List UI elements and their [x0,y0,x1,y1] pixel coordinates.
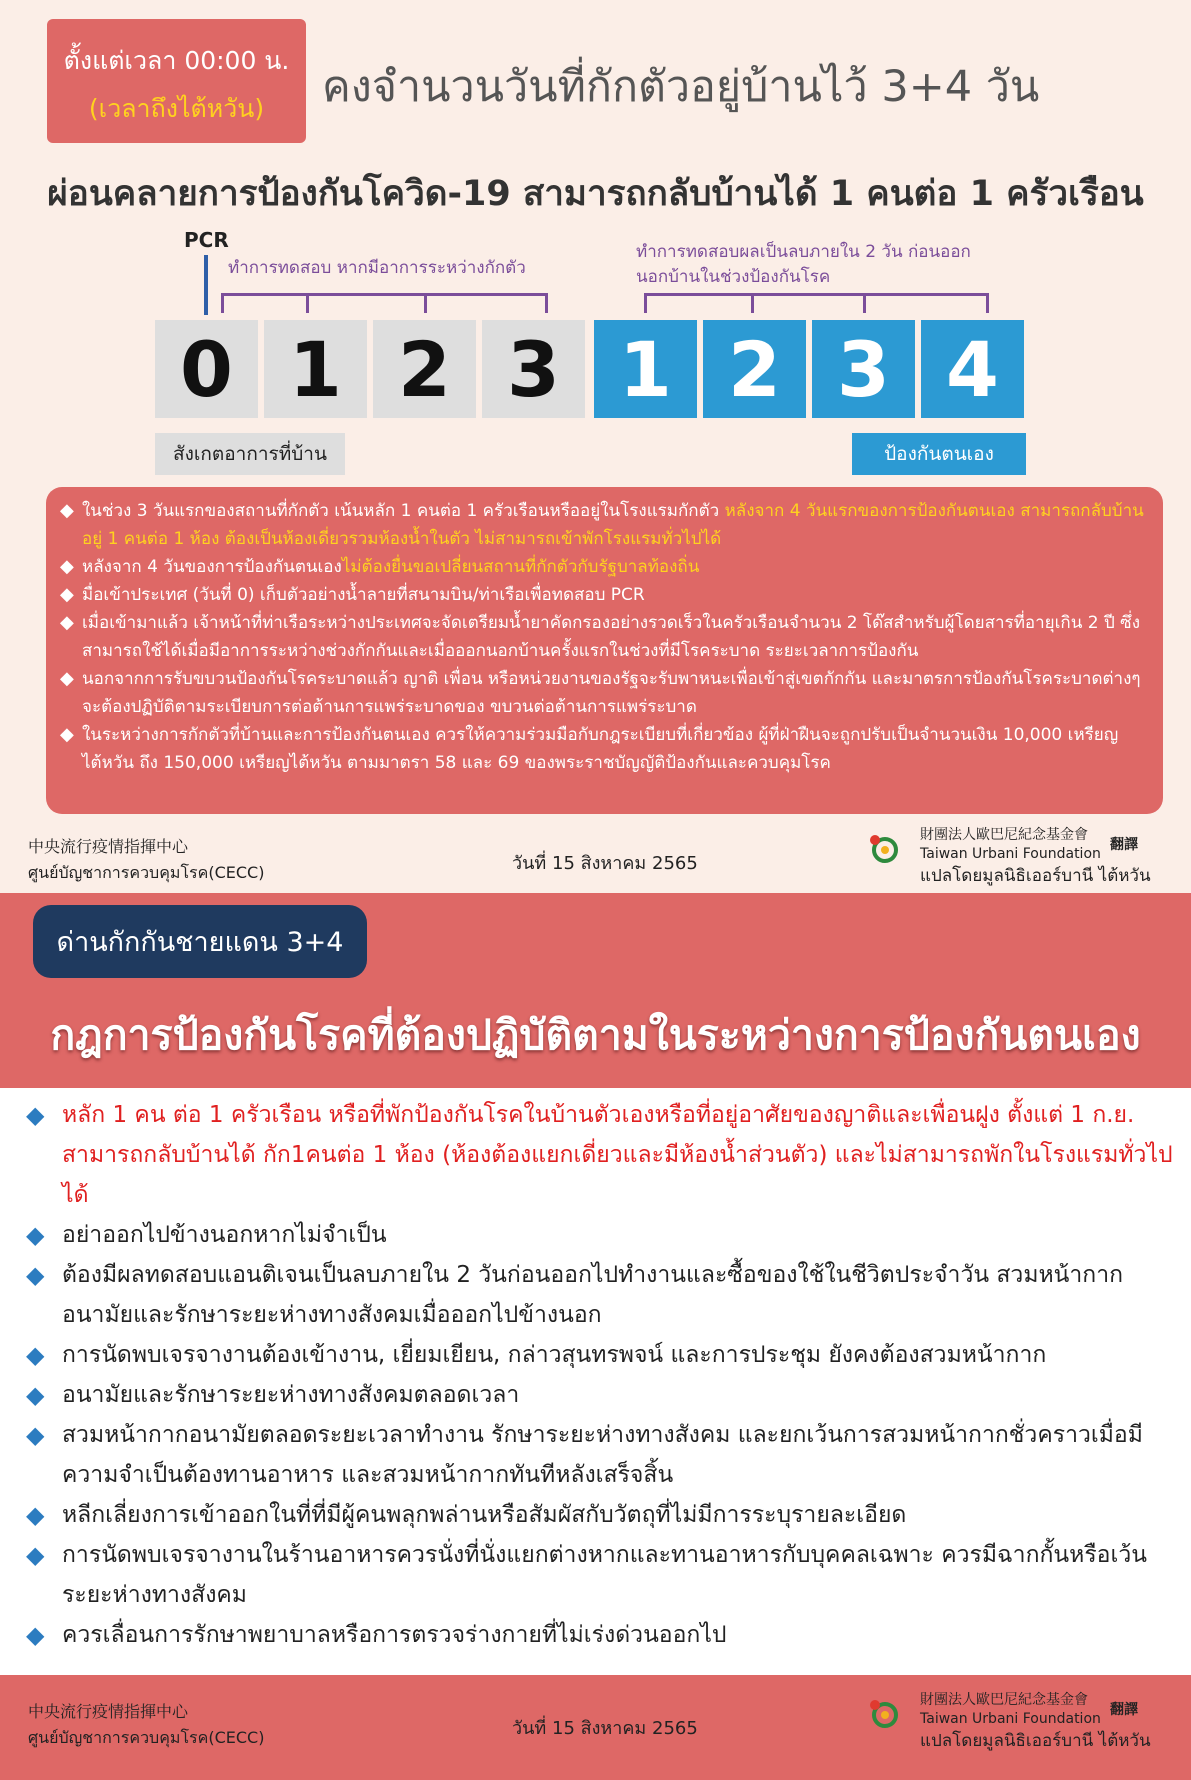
time-badge-line2: (เวลาถึงไต้หวัน) [88,94,265,123]
rule-text: หลัก 1 คน ต่อ 1 ครัวเรือน หรือที่พักป้องกันโรคในบ้านตัวเองหรือที่อยู่อาศัยของญาติและเพื่อนฝูง ตั้งแต่ 1 ก.ย. สามารถกลับบ้านได้ กัก1คนต่อ 1 ห้อง (ห้องต้องแยกเดี่ยวและมีห้องน้ำส่วนตัว) และไม่สามารถพักในโรงแรมทั่วไปได้ [62,1102,1173,1208]
info-item [60,721,1145,777]
day-box-quarantine-1: 1 [264,320,367,418]
diamond-bullet-icon: ◆ [60,724,74,745]
diamond-bullet-icon: ◆ [60,500,74,521]
info-item [60,497,1145,553]
info-highlight: ไม่ต้องยื่นขอเปลี่ยนสถานที่กักตัวกับรัฐบาลท้องถิ่น [341,557,700,577]
pcr-marker-line [204,255,208,315]
day-box-quarantine-2: 2 [373,320,476,418]
bracket-tick [751,293,754,313]
info-item [60,553,1145,581]
info-item [60,609,1145,665]
info-text: นอกจากการรับขบวนป้องกันโรคระบาดแล้ว ญาติ เพื่อน หรือหน่วยงานของรัฐจะรับพาหนะเพื่อเข้าสู่เขตกักกัน และมาตรการป้องกันโรคระบาดต่างๆ จะต้องปฏิบัติตามระเบียบการต่อต้านการแพร่ระบาดของ ขบวนต่อต้านการแพร่ระบาด [82,669,1141,717]
rule-item [24,1495,1184,1535]
info-text: มื่อเข้าประเทศ (วันที่ 0) เก็บตัวอย่างน้ำลายที่สนามบิน/ท่าเรือเพื่อทดสอบ PCR [82,585,645,605]
day-box-selfprotect-1: 1 [594,320,697,418]
info-item [60,665,1145,721]
urbani-foundation-logo-icon [866,1697,898,1729]
cecc-name-cn: 中央流行疫情指揮中心 [28,1702,189,1721]
day-box-selfprotect-4: 4 [921,320,1024,418]
cecc-name-th: ศูนย์บัญชาการควบคุมโรค(CECC) [28,863,265,882]
diamond-bullet-icon: ◆ [60,612,74,633]
info-text: เมื่อเข้ามาแล้ว เจ้าหน้าที่ท่าเรือระหว่างประเทศจะจัดเตรียมน้ำยาคัดกรองอย่างรวดเร็วในครัวเรือนจำนวน 2 โด๊สสำหรับผู้โดยสารที่อายุเกิน 2 ปี ซึ่งสามารถใช้ได้เมื่อมีอาการระหว่างช่วงกักกันและเมื่อออกนอกบ้านครั้งแรกในช่วงที่มีโรคระบาด ระยะเวลาการป้องกัน [82,613,1140,661]
translation-mark: 翻譯 [1110,837,1138,853]
rule-item [24,1535,1184,1615]
diamond-bullet-icon: ◆ [26,1341,45,1369]
diamond-bullet-icon: ◆ [60,668,74,689]
tag-self-protection: ป้องกันตนเอง [852,433,1026,475]
section-selfprotection-rules [0,893,1191,1780]
rule-text: หลีกเลี่ยงการเข้าออกในที่ที่มีผู้คนพลุกพล่านหรือสัมผัสกับวัตถุที่ไม่มีการระบุรายละเอียด [62,1502,907,1528]
bracket-tick [863,293,866,313]
diamond-bullet-icon: ◆ [26,1101,45,1129]
rule-item [24,1255,1184,1335]
subtitle: ผ่อนคลายการป้องกันโควิด-19 สามารถกลับบ้านได้ 1 คนต่อ 1 ครัวเรือน [47,174,1144,214]
diamond-bullet-icon: ◆ [60,556,74,577]
diamond-bullet-icon: ◆ [26,1221,45,1249]
org-translation-th: แปลโดยมูลนิธิเออร์บานี ไต้หวัน [920,866,1151,886]
org-name-en: Taiwan Urbani Foundation [920,846,1101,862]
rule-text: การนัดพบเจรจางานต้องเข้างาน, เยี่ยมเยียน, กล่าวสุนทรพจน์ และการประชุม ยังคงต้องสวมหน้ากาก [62,1342,1047,1368]
info-highlight: หลังจาก 4 วันแรกของการป้องกันตนเอง สามารถกลับบ้านอยู่ 1 คนต่อ 1 ห้อง ต้องเป็นห้องเดี่ยวรวมห้องน้ำในตัว ไม่สามารถเข้าพักโรงแรมทั่วไปได้ [82,501,1144,549]
diamond-bullet-icon: ◆ [26,1381,45,1409]
translation-mark: 翻譯 [1110,1702,1138,1718]
info-item [60,581,1145,609]
cecc-credit [28,1699,264,1751]
rule-text: อนามัยและรักษาระยะห่างทางสังคมตลอดเวลา [62,1382,520,1408]
rules-title: กฎการป้องกันโรคที่ต้องปฏิบัติตามในระหว่างการป้องกันตนเอง [50,1011,1141,1059]
rule-item [24,1615,1184,1655]
rule-item [24,1335,1184,1375]
rule-item [24,1095,1184,1215]
diamond-bullet-icon: ◆ [26,1541,45,1569]
time-badge [47,19,306,143]
diamond-bullet-icon: ◆ [26,1261,45,1289]
rules-header [0,893,1191,1088]
rules-list [24,1095,1184,1655]
issue-date: วันที่ 15 สิงหาคม 2565 [512,1718,698,1739]
time-badge-line1: ตั้งแต่เวลา 00:00 น. [63,46,290,75]
rule-item [24,1215,1184,1255]
note-selfprotect-line2: นอกบ้านในช่วงป้องกันโรค [636,267,831,287]
info-text: ในระหว่างการกักตัวที่บ้านและการป้องกันตนเอง ควรให้ความร่วมมือกับกฎระเบียบที่เกี่ยวข้อง ผู้ที่ฝ่าฝืนจะถูกปรับเป็นจำนวนเงิน 10,000 เหรียญไต้หวัน ถึง 150,000 เหรียญไต้หวัน ตามมาตรา 58 และ 69 ของพระราชบัญญัติป้องกันและควบคุมโรค [82,725,1119,773]
diamond-bullet-icon: ◆ [60,584,74,605]
rule-text: อย่าออกไปข้างนอกหากไม่จำเป็น [62,1222,387,1248]
info-text: หลังจาก 4 วันของการป้องกันตนเอง [82,557,342,577]
tag-home-observation: สังเกตอาการที่บ้าน [155,433,345,475]
cecc-name-th: ศูนย์บัญชาการควบคุมโรค(CECC) [28,1728,265,1747]
pcr-label: PCR [184,228,229,252]
bracket-selfprotect [644,293,989,313]
info-text: ในช่วง 3 วันแรกของสถานที่กักตัว เน้นหลัก 1 คนต่อ 1 ครัวเรือนหรืออยู่ในโรงแรมกักตัว [82,501,725,521]
note-selfprotect-line1: ทำการทดสอบผลเป็นลบภายใน 2 วัน ก่อนออก [636,242,971,262]
rules-footer-band [0,1675,1191,1780]
rule-item [24,1375,1184,1415]
bracket-tick [424,293,427,313]
issue-date: วันที่ 15 สิงหาคม 2565 [512,853,698,874]
bracket-quarantine [221,293,548,313]
diamond-bullet-icon: ◆ [26,1421,45,1449]
cecc-name-cn: 中央流行疫情指揮中心 [28,837,189,856]
note-quarantine-test: ทำการทดสอบ หากมีอาการระหว่างกักตัว [228,258,526,278]
rule-text: ควรเลื่อนการรักษาพยาบาลหรือการตรวจร่างกายที่ไม่เร่งด่วนออกไป [62,1622,727,1648]
footer [0,826,1191,896]
rule-text: ต้องมีผลทดสอบแอนติเจนเป็นลบภายใน 2 วันก่อนออกไปทำงานและซื้อของใช้ในชีวิตประจำวัน สวมหน้ากากอนามัยและรักษาระยะห่างทางสังคมเมื่อออกไปข้างนอก [62,1262,1124,1328]
org-name-en: Taiwan Urbani Foundation [920,1711,1101,1727]
rule-item [24,1415,1184,1495]
diamond-bullet-icon: ◆ [26,1621,45,1649]
main-title: คงจำนวนวันที่กักตัวอยู่บ้านไว้ 3+4 วัน [322,62,1040,112]
bracket-tick [306,293,309,313]
day-box-selfprotect-3: 3 [812,320,915,418]
rule-text: สวมหน้ากากอนามัยตลอดระยะเวลาทำงาน รักษาระยะห่างทางสังคม และยกเว้นการสวมหน้ากากชั่วคราวเมื่อมีความจำเป็นต้องทานอาหาร และสวมหน้ากากทันทีหลังเสร็จสิ้น [62,1422,1143,1488]
footer [0,1691,1191,1761]
rule-text: การนัดพบเจรจางานในร้านอาหารควรนั่งที่นั่งแยกต่างหากและทานอาหารกับบุคคลเฉพาะ ควรมีฉากกั้นหรือเว้นระยะห่างทางสังคม [62,1542,1147,1608]
day-box-selfprotect-2: 2 [703,320,806,418]
urbani-foundation-logo-icon [866,832,898,864]
day-box-quarantine-3: 3 [482,320,585,418]
day-box-quarantine-0: 0 [155,320,258,418]
diamond-bullet-icon: ◆ [26,1501,45,1529]
info-box [46,487,1163,814]
border-quarantine-pill: ด่านกักกันชายแดน 3+4 [33,905,367,978]
cecc-credit [28,834,264,886]
org-name-cn: 財團法人歐巴尼紀念基金會 [920,1692,1088,1708]
org-translation-th: แปลโดยมูลนิธิเออร์บานี ไต้หวัน [920,1731,1151,1751]
org-name-cn: 財團法人歐巴尼紀念基金會 [920,827,1088,843]
